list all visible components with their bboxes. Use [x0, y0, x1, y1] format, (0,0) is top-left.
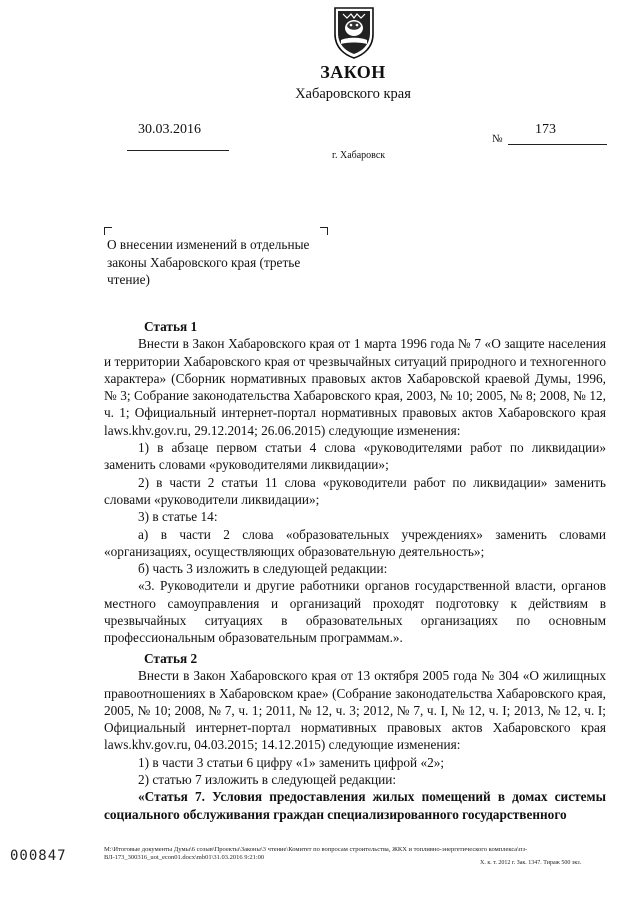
- article-2-heading: Статья 2: [144, 651, 198, 666]
- article-1-item-2: 2) в части 2 статьи 11 слова «руководители работ по ликвидации» заменить словами «руководители ликвидации»;: [104, 474, 606, 507]
- law-number: 173: [535, 122, 556, 137]
- date-underline: [127, 150, 229, 151]
- law-title: ЗАКОН: [320, 62, 386, 82]
- article-1-item-3a: а) в части 2 слова «образовательных учреждениях» заменить словами «организациях, осуществляющих образовательную деятельность»;: [104, 526, 606, 559]
- law-region: Хабаровского края: [295, 86, 411, 102]
- article-1-item-1: 1) в абзаце первом статьи 4 слова «руководителями работ по ликвидации» заменить словами «руководителями ликвидации»;: [104, 440, 606, 473]
- article-2-quote: «Статья 7. Условия предоставления жилых помещений в домах системы социального обслуживания граждан специализированного государственного: [104, 789, 606, 822]
- article-2: [104, 650, 606, 823]
- article-1-intro: Внести в Закон Хабаровского края от 1 марта 1996 года № 7 «О защите населения и территории Хабаровского края от чрезвычайных ситуаций природного и техногенного характера» (Сборник нормативных правовых актов Хабаровской краевой Думы, 1996, № 3; Собрание законодательства Хабаровского края, 2003, № 10; 2005, № 8; 2008, № 12, ч. 1; Официальный интернет-портал нормативных правовых актов Хабаровского края laws.khv.gov.ru, 29.12.2014; 26.06.2015) следующие изменения:: [104, 336, 606, 438]
- law-date: 30.03.2016: [138, 122, 201, 137]
- city: г. Хабаровск: [332, 150, 386, 161]
- serial-number: 000847: [10, 848, 67, 864]
- coat-of-arms-icon: [329, 4, 379, 60]
- article-1: [104, 318, 606, 647]
- number-sign: №: [492, 133, 503, 145]
- file-path: [104, 846, 527, 862]
- law-subject: О внесении изменений в отдельные законы Хабаровского края (третье чтение): [107, 237, 310, 287]
- article-1-item-3b-text: «3. Руководители и другие работники органов государственной власти, органов местного самоуправления и организаций проходят подготовку к действиям в чрезвычайных ситуациях в образовательных организациях по основным профессиональным образовательным программам.».: [104, 578, 606, 646]
- article-2-item-2: 2) статью 7 изложить в следующей редакции:: [138, 772, 397, 788]
- file-path-line-1: М:\Итоговые документы Думы\6 созыв\Проекты\Законы\3 чтение\Комитет по вопросам строительства, ЖКХ и топливно-энергетического комплекса\пз-: [104, 846, 528, 853]
- article-1-item-3: 3) в статье 14:: [138, 509, 218, 525]
- article-2-intro: Внести в Закон Хабаровского края от 13 октября 2005 года № 304 «О жилищных правоотношениях в Хабаровском крае» (Собрание законодательства Хабаровского края, 2005, № 10; 2008, № 7, ч. 1; 2011, № 12, ч. 3; 2012, № 7, ч. I, № 12, ч. I; 2013, № 12, ч. I; Официальный интернет-портал нормативных правовых актов Хабаровского края laws.khv.gov.ru, 04.03.2015; 14.12.2015) следующие изменения:: [104, 668, 606, 753]
- bracket-top-right: [320, 227, 328, 235]
- bracket-top-left: [104, 227, 112, 235]
- article-1-heading: Статья 1: [144, 319, 198, 334]
- article-2-item-1: 1) в части 3 статьи 6 цифру «1» заменить цифрой «2»;: [138, 754, 445, 770]
- article-1-item-3b: б) часть 3 изложить в следующей редакции:: [138, 561, 388, 577]
- print-info: Х. к. т. 2012 г. Зак. 1347. Тираж 500 экз.: [480, 860, 582, 866]
- number-underline: [508, 144, 607, 145]
- file-path-line-2: ВЛ-173_300316_uot_econ01.docx\mb01\31.03.2016 9:21:00: [104, 854, 265, 861]
